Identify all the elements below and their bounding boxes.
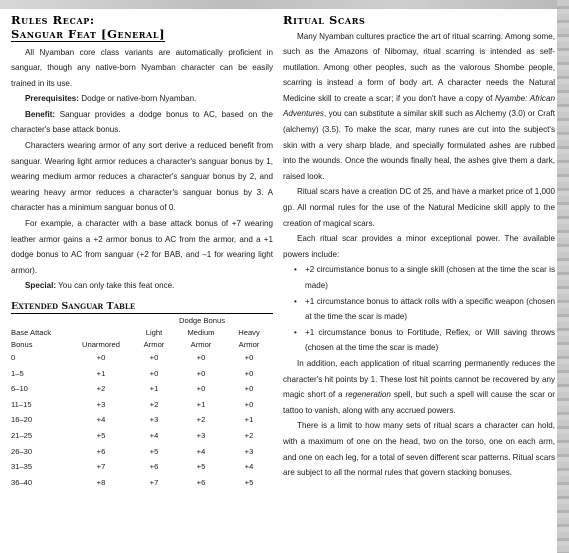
col-header: Medium	[187, 327, 215, 337]
table-cell: +3	[196, 430, 206, 440]
table-cell: +1	[244, 415, 254, 425]
benefit-label: Benefit:	[25, 109, 56, 119]
col-header: Base Attack	[11, 327, 52, 337]
table-cell: 16–20	[11, 415, 33, 425]
col-header: Armor	[238, 339, 260, 349]
table-cell: 31–35	[11, 462, 33, 472]
ritual-intro-text-b: , you can substitute a similar skill such as Alchemy (3.0) or Craft (alchemy) (3.5). To make the scar, many runes are cut into the subject's skin with a very sharp blade, and specially formulated ashes are rubbed into the wounds. Once the wounds finally heal, the ashes give them a dark, raised look.	[283, 109, 555, 181]
table-row	[11, 397, 273, 413]
table-cell: +2	[149, 399, 159, 409]
table-cell: +1	[149, 384, 159, 394]
table-cell: +2	[196, 415, 206, 425]
special-text: You can only take this feat once.	[58, 281, 175, 291]
sidebar-title: Rules Recap:	[11, 13, 95, 27]
table-row	[11, 444, 273, 460]
table-title: Extended Sanguar Table	[11, 301, 273, 314]
ritual-intro-paragraph	[283, 29, 555, 185]
hit-points-text-b: spell, but such a spell will cause the scar or tattoo to vanish, along with any accrued powers.	[283, 390, 555, 415]
table-cell: 36–40	[11, 477, 33, 487]
table-cell: +0	[244, 368, 254, 378]
table-cell: +4	[244, 462, 254, 472]
table-cell: +3	[244, 446, 254, 456]
table-cell: +5	[196, 462, 206, 472]
armor-paragraph: Characters wearing armor of any sort derive a reduced benefit from sanguar. Wearing light armor reduces a character's sanguar bonus by 1, wearing medium armor reduces a character's sanguar bonus by 2, and wearing heavy armor reduces a character's sanguar bonus by 3. A character has a minimum sanguar bonus of 0.	[11, 141, 273, 213]
regeneration-term: regeneration	[345, 390, 391, 400]
col-header: Light	[145, 327, 163, 337]
dodge-bonus-header: Dodge Bonus	[178, 315, 226, 325]
right-column	[283, 14, 555, 481]
table-cell: +0	[244, 353, 254, 362]
table-cell: +0	[244, 399, 254, 409]
table-cell: +4	[149, 430, 159, 440]
table-cell: 1–5	[11, 368, 24, 378]
special-label: Special:	[25, 281, 57, 291]
table-row	[11, 350, 273, 366]
hit-points-paragraph	[283, 356, 555, 418]
table-cell: +0	[149, 353, 159, 362]
table-cell: +4	[96, 415, 106, 425]
benefit-text: Sanguar provides a dodge bonus to AC, based on the character's base attack bonus.	[11, 109, 274, 135]
table-cell: +3	[96, 399, 106, 409]
table-header-row-bottom	[11, 338, 273, 350]
col-header: Heavy	[238, 327, 260, 337]
table-cell: 0	[11, 353, 16, 362]
table-cell: +0	[149, 368, 159, 378]
table-cell: +5	[149, 446, 159, 456]
table-cell: +1	[96, 368, 106, 378]
powers-list	[283, 262, 555, 356]
feat-prerequisites	[11, 91, 273, 107]
table-cell: +4	[196, 446, 206, 456]
table-row	[11, 412, 273, 428]
table-cell: +0	[244, 384, 254, 394]
feat-benefit	[11, 107, 273, 138]
list-item: • +1 circumstance bonus to attack rolls with a specific weapon (chosen at the time the scar is made)	[305, 294, 555, 325]
table-group-header-row	[11, 314, 273, 326]
ritual-intro-text-a: Many Nyamban cultures practice the art of ritual scarring. Among some, such as the Amazons of Nibomay, ritual scarring is intended as self-mutilation. Among other peoples, such as the valorous Shombe people, scarring is instead a form of body art. A character needs the Natural Medicine skill to create a scar; if you don't have a copy of	[283, 31, 555, 103]
table-cell: +0	[96, 353, 106, 362]
table-cell: 11–15	[11, 399, 32, 409]
table-cell: +0	[196, 353, 206, 362]
feat-special	[11, 278, 273, 294]
table-cell: +7	[149, 477, 159, 487]
table-cell: 26–30	[11, 446, 33, 456]
table-body	[11, 350, 273, 490]
scar-limit-paragraph: There is a limit to how many sets of ritual scars a character can hold, with a maximum of one on the head, two on the torso, one on each arm, and one on each leg, for a total of seven different scar patterns. Ritual scars are subject to all the normal rules that govern stacking bonuses.	[283, 421, 555, 478]
sanguar-table	[11, 314, 273, 490]
page-top-border	[0, 0, 569, 9]
table-cell: +8	[96, 477, 106, 487]
feat-intro-paragraph: All Nyamban core class variants are automatically proficient in sanguar, though any native-born Nyamban character can be easily trained in its use.	[11, 47, 273, 88]
table-row	[11, 366, 273, 382]
prerequisites-text: Dodge or native-born Nyamban.	[81, 94, 197, 104]
table-row	[11, 459, 273, 475]
col-header: Unarmored	[82, 339, 120, 349]
table-cell: +2	[244, 430, 254, 440]
table-cell: +3	[149, 415, 159, 425]
list-item: • +1 circumstance bonus to Fortitude, Reflex, or Will saving throws (chosen at the time the scar is made)	[305, 325, 555, 356]
col-header	[71, 326, 131, 338]
table-cell: +7	[96, 462, 106, 472]
ritual-scars-title: Ritual Scars	[283, 13, 366, 27]
book-title: Nyambe: African Adventures	[283, 93, 555, 119]
table-cell: +1	[196, 399, 206, 409]
table-cell: +5	[244, 477, 254, 487]
table-cell: 6–10	[11, 384, 28, 394]
table-cell: +6	[149, 462, 159, 472]
table-cell: 21–25	[11, 430, 33, 440]
col-header: Armor	[190, 339, 212, 349]
table-row	[11, 428, 273, 444]
table-cell: +0	[196, 384, 206, 394]
left-column	[11, 14, 273, 490]
table-row	[11, 475, 273, 491]
table-row	[11, 381, 273, 397]
table-header-row-top	[11, 326, 273, 338]
prerequisites-label: Prerequisites:	[25, 94, 79, 104]
table-cell: +6	[96, 446, 106, 456]
feat-title: Sanguar Feat [General]	[11, 26, 166, 41]
page-right-border	[557, 0, 569, 553]
powers-intro-paragraph: Each ritual scar provides a minor exceptional power. The available powers include:	[283, 234, 555, 259]
hit-points-text-a: In addition, each application of ritual scarring permanently reduces the character's hit points by 1. These lost hit points cannot be recovered by any magic short of a	[283, 358, 555, 400]
table-cell: +2	[96, 384, 106, 394]
table-cell: +5	[96, 430, 106, 440]
col-header: Bonus	[11, 339, 33, 349]
table-cell: +6	[196, 477, 206, 487]
list-item: • +2 circumstance bonus to a single skill (chosen at the time the scar is made)	[305, 262, 555, 293]
table-cell: +0	[196, 368, 206, 378]
example-paragraph: For example, a character with a base attack bonus of +7 wearing leather armor gains a +2 armor bonus to AC from the armor, and a +1 dodge bonus to AC from sanguar (+2 for BAB, and –1 for wearing light armor).	[11, 219, 273, 275]
col-header: Armor	[143, 339, 165, 349]
creation-dc-paragraph: Ritual scars have a creation DC of 25, and have a market price of 1,000 gp. All normal rules for the use of the Natural Medicine skill apply to the creation of magical scars.	[283, 187, 555, 228]
